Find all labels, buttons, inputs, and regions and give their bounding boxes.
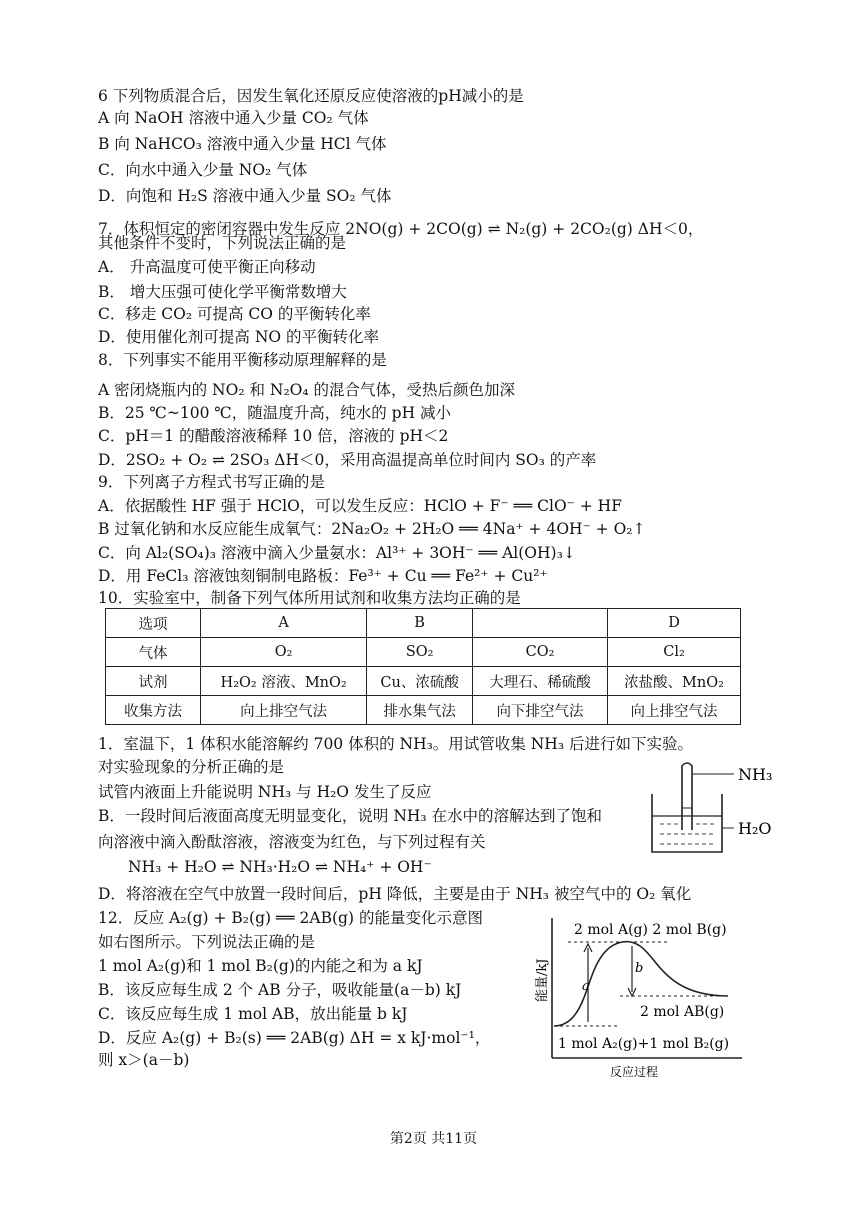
table-cell: Cu、浓硫酸 — [367, 667, 473, 696]
test-tube — [682, 763, 692, 830]
q11-equation: NH₃ + H₂O ⇌ NH₃·H₂O ⇌ NH₄⁺ + OH⁻ — [128, 858, 432, 876]
mid-label: 2 mol AB(g) — [640, 1004, 725, 1020]
q12-option-d: D．反应 A₂(g) + B₂(s) ══ 2AB(g) ΔH = x kJ·mol⁻¹， — [98, 1029, 491, 1047]
h2o-label: H₂O — [738, 819, 772, 838]
table-row — [106, 696, 741, 725]
test-tube-figure — [630, 758, 800, 858]
q12-stem-cont: 如右图所示。下列说法正确的是 — [98, 933, 316, 951]
q8-option-d: D．2SO₂ + O₂ ⇌ 2SO₃ ΔH＜0，采用高温提高单位时间内 SO₃ 的产率 — [98, 451, 597, 469]
q7-option-c: C．移走 CO₂ 可提高 CO 的平衡转化率 — [98, 305, 371, 323]
table-cell: D — [608, 609, 741, 638]
a-label: a — [582, 979, 590, 994]
q6-option-b: B 向 NaHCO₃ 溶液中通入少量 HCl 气体 — [98, 135, 387, 153]
q11-option-b: B．一段时间后液面高度无明显变化，说明 NH₃ 在水中的溶解达到了饱和 — [98, 807, 603, 825]
table-cell: 排水集气法 — [367, 696, 473, 725]
q9-option-a: A．依据酸性 HF 强于 HClO，可以发生反应：HClO + F⁻ ══ ClO⁻ + HF — [98, 497, 622, 515]
top-label: 2 mol A(g) 2 mol B(g) — [574, 922, 727, 938]
q6-stem: 6 下列物质混合后，因发生氧化还原反应使溶液的pH减小的是 — [98, 87, 524, 105]
table-cell: 收集方法 — [106, 696, 201, 725]
q6-option-d: D．向饱和 H₂S 溶液中通入少量 SO₂ 气体 — [98, 187, 392, 205]
q11-option-d: D．将溶液在空气中放置一段时间后，pH 降低，主要是由于 NH₃ 被空气中的 O₂ 氧化 — [98, 885, 692, 903]
table-cell: 选项 — [106, 609, 201, 638]
table-cell — [473, 609, 608, 638]
q8-option-a: A 密闭烧瓶内的 NO₂ 和 N₂O₄ 的混合气体，受热后颜色加深 — [98, 381, 516, 399]
q9-option-c: C．向 Al₂(SO₄)₃ 溶液中滴入少量氨水：Al³⁺ + 3OH⁻ ══ Al(OH)₃↓ — [98, 544, 576, 562]
table-cell: 大理石、稀硫酸 — [473, 667, 608, 696]
beaker-outline — [652, 794, 722, 852]
q9-stem: 9．下列离子方程式书写正确的是 — [98, 473, 325, 491]
table-cell: 气体 — [106, 638, 201, 667]
table-cell: O₂ — [201, 638, 367, 667]
q7-option-d: D．使用催化剂可提高 NO 的平衡转化率 — [98, 328, 380, 346]
q12-option-b: B．该反应每生成 2 个 AB 分子，吸收能量(a－b) kJ — [98, 981, 462, 999]
table-row — [106, 609, 741, 638]
table-cell: 向下排空气法 — [473, 696, 608, 725]
y-axis-label: 能量/kJ — [535, 958, 550, 1002]
table-row — [106, 638, 741, 667]
table-cell: B — [367, 609, 473, 638]
nh3-label: NH₃ — [738, 765, 773, 784]
table-cell: H₂O₂ 溶液、MnO₂ — [201, 667, 367, 696]
table-cell: Cl₂ — [608, 638, 741, 667]
table-row — [106, 667, 741, 696]
table-cell: 向上排空气法 — [608, 696, 741, 725]
energy-diagram — [528, 912, 750, 1082]
q10-table — [105, 608, 741, 725]
table-cell: 向上排空气法 — [201, 696, 367, 725]
q12-option-d-cont: 则 x＞(a－b) — [98, 1051, 190, 1069]
q9-option-b: B 过氧化钠和水反应能生成氧气：2Na₂O₂ + 2H₂O ══ 4Na⁺ + 4OH⁻ + O₂↑ — [98, 520, 646, 538]
q11-option-c: 向溶液中滴入酚酞溶液，溶液变为红色，与下列过程有关 — [98, 833, 486, 851]
table-cell: 浓盐酸、MnO₂ — [608, 667, 741, 696]
q12-option-a: 1 mol A₂(g)和 1 mol B₂(g)的内能之和为 a kJ — [98, 957, 423, 975]
q12-option-c: C．该反应每生成 1 mol AB，放出能量 b kJ — [98, 1005, 408, 1023]
q10-stem: 10．实验室中，制备下列气体所用试剂和收集方法均正确的是 — [98, 589, 521, 607]
q7-option-a: A． 升高温度可使平衡正向移动 — [98, 258, 316, 276]
bottom-label: 1 mol A₂(g)+1 mol B₂(g) — [558, 1036, 730, 1052]
b-label: b — [635, 961, 644, 976]
q7-option-b: B． 增大压强可使化学平衡常数增大 — [98, 283, 347, 301]
q11-stem-cont: 对实验现象的分析正确的是 — [98, 758, 285, 776]
x-axis-label: 反应过程 — [610, 1065, 659, 1079]
q8-option-c: C．pH＝1 的醋酸溶液稀释 10 倍，溶液的 pH＜2 — [98, 427, 449, 445]
table-cell: CO₂ — [473, 638, 608, 667]
table-cell: SO₂ — [367, 638, 473, 667]
q7-stem: 7．体积恒定的密闭容器中发生反应 2NO(g) + 2CO(g) ⇌ N₂(g) + 2CO₂(g) ΔH＜0， — [98, 220, 704, 238]
page-footer: 第2页 共11页 — [389, 1131, 478, 1147]
q6-option-a: A 向 NaOH 溶液中通入少量 CO₂ 气体 — [98, 109, 369, 127]
q9-option-d: D．用 FeCl₃ 溶液蚀刻铜制电路板：Fe³⁺ + Cu ══ Fe²⁺ + Cu²⁺ — [98, 567, 548, 585]
q8-option-b: B．25 ℃~100 ℃，随温度升高，纯水的 pH 减小 — [98, 404, 452, 422]
table-cell: A — [201, 609, 367, 638]
q11-stem: 1．室温下，1 体积水能溶解约 700 体积的 NH₃。用试管收集 NH₃ 后进行如下实验。 — [98, 735, 693, 753]
q7-stem-cont: 其他条件不变时，下列说法正确的是 — [98, 234, 347, 252]
q12-stem: 12．反应 A₂(g) + B₂(g) ══ 2AB(g) 的能量变化示意图 — [98, 909, 483, 927]
q11-option-a: 试管内液面上升能说明 NH₃ 与 H₂O 发生了反应 — [98, 783, 432, 801]
q6-option-c: C．向水中通入少量 NO₂ 气体 — [98, 161, 308, 179]
q8-stem: 8．下列事实不能用平衡移动原理解释的是 — [98, 351, 387, 369]
table-cell: 试剂 — [106, 667, 201, 696]
